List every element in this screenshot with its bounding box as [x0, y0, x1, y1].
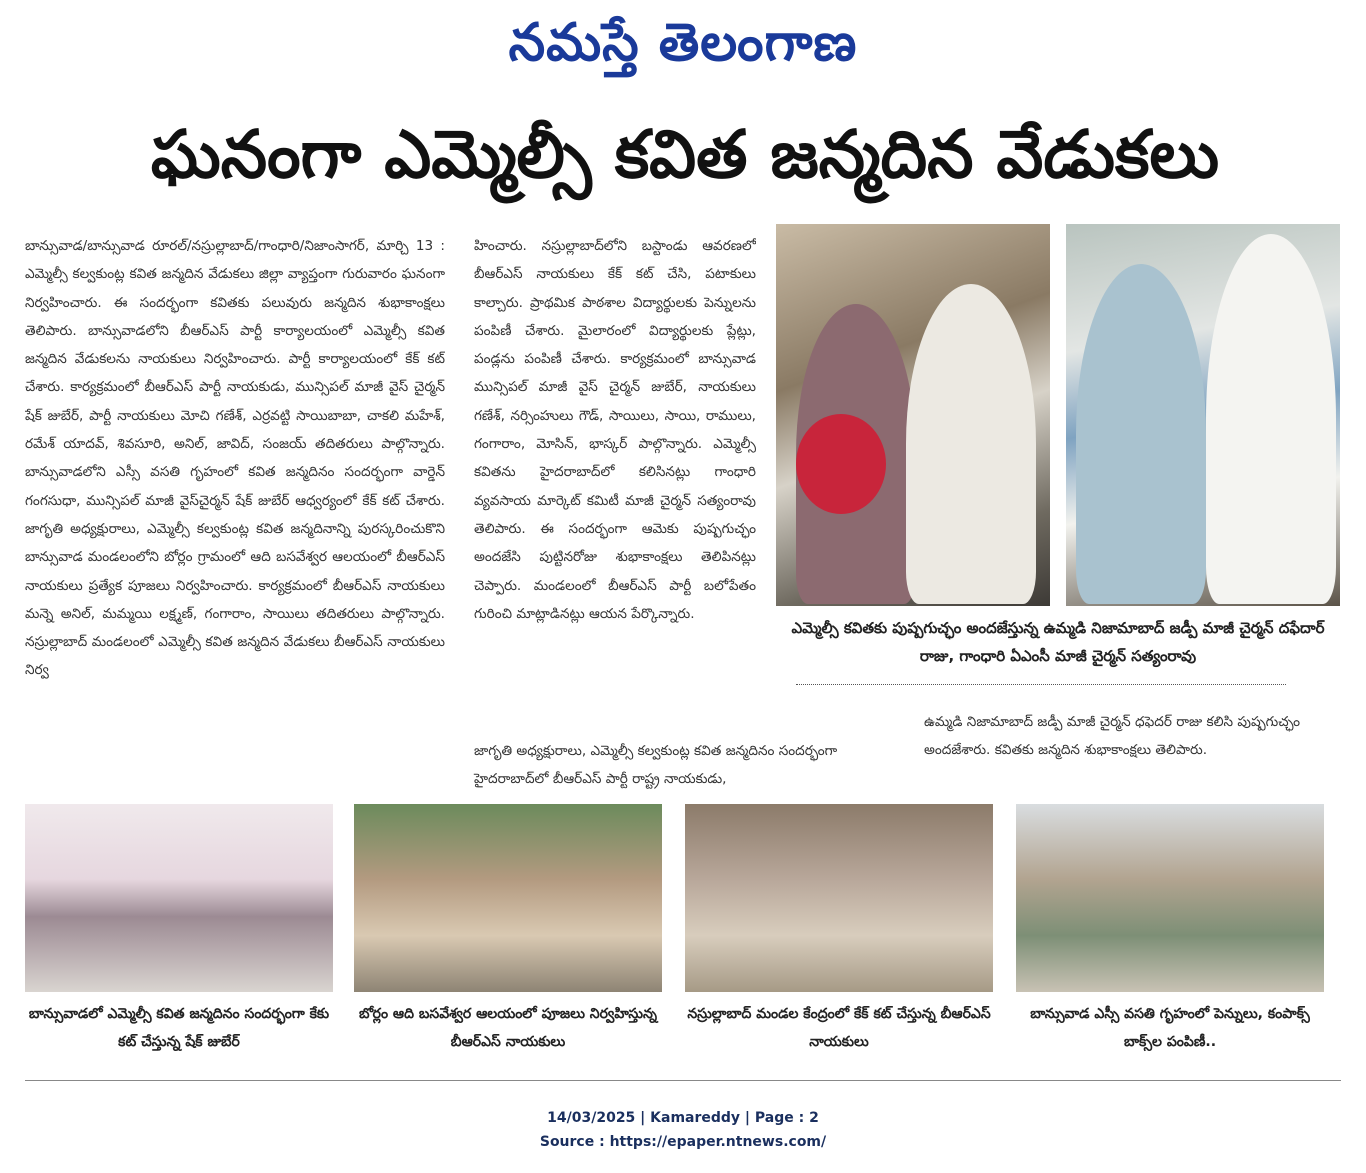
footer-edition-info: 14/03/2025 | Kamareddy | Page : 2 — [547, 1110, 819, 1126]
photo-caption: బోర్లం ఆది బసవేశ్వర ఆలయంలో పూజలు నిర్వహిస్తున్న బీఆర్ఎస్ నాయకులు — [358, 1006, 658, 1050]
masthead — [0, 8, 1366, 78]
photo-caption: బాన్సువాడ ఎస్సీ వసతి గృహంలో పెన్నులు, కంపాక్స్ బాక్స్‌ల పంపిణీ.. — [1030, 1006, 1310, 1050]
photo-caption: బాన్సువాడలో ఎమ్మెల్సీ కవిత జన్మదినం సందర్భంగా కేకు కట్ చేస్తున్న షేక్ జుబేర్ — [28, 1006, 330, 1050]
photo-cake-cutting-office — [25, 804, 333, 992]
article-column-1: బాన్సువాడ/బాన్సువాడ రూరల్/నస్రుల్లాబాద్/గాంధారి/నిజాంసాగర్, మార్చి 13 : ఎమ్మెల్సీ కల్వకుంట్ల కవిత జన్మదిన వేడుకలు జిల్లా వ్యాప్తంగా గురువారం ఘనంగా నిర్వహించారు. ఈ సందర్భంగా కవితకు పలువురు జన్మదిన శుభాకాంక్షలు తెలిపారు. బాన్సువాడలోని బీఆర్ఎస్ పార్టీ కార్యాలయంలో ఎమ్మెల్సీ కవిత జన్మదిన వేడుకలను నాయకులు నిర్వహించారు. పార్టీ కార్యాలయంలో కేక్ కట్ చేశారు. కార్యక్రమంలో బీఆర్ఎస్ పార్టీ నాయకుడు, మున్సిపల్ మాజీ వైస్ చైర్మన్ షేక్ జుబేర్, పార్టీ నాయకులు మోచి గణేశ్, ఎర్రవట్టి సాయిబాబా, చాకలి మహేశ్, రమేశ్ యాదవ్, శివసూరి, అనిల్, జావిద్, సంజయ్ తదితరులు పాల్గొన్నారు. బాన్సువాడలోని ఎస్సీ వసతి గృహంలో కవిత జన్మదినం సందర్భంగా వార్డెన్ గంగసుధా, మున్సిపల్ మాజీ వైస్‌చైర్మన్ షేక్ జుబేర్ ఆధ్వర్యంలో కేక్ కట్ చేశారు. జాగృతి అధ్యక్షురాలు, ఎమ్మెల్సీ కల్వకుంట్ల కవిత జన్మదినాన్ని పురస్కరించుకొని బాన్సువాడ మండలంలోని బోర్లం గ్రామంలో ఆది బసవేశ్వర ఆలయంలో బీఆర్ఎస్ నాయకులు ప్రత్యేక పూజలు నిర్వహించారు. కార్యక్రమంలో బీఆర్ఎస్ నాయకులు మన్నె అనిల్, మమ్మయి లక్ష్మణ్, గంగారాం, సాయిలు తదితరులు పాల్గొన్నారు. నస్రుల్లాబాద్ మండలంలో ఎమ్మెల్సీ కవిత జన్మదిన వేడుకలు బీఆర్ఎస్ నాయకులు నిర్వ — [25, 238, 445, 679]
photo-cake-cutting-mandal — [685, 804, 993, 992]
article-column-2: హించారు. నస్రుల్లాబాద్‌లోని బస్టాండు ఆవరణలో బీఆర్ఎస్ నాయకులు కేక్ కట్ చేసి, పటాకులు కాల్చారు. ప్రాథమిక పాఠశాల విద్యార్థులకు పెన్నులను పంపిణీ చేశారు. మైలారంలో విద్యార్థులకు ప్లేట్లు, పండ్లను పంపిణీ చేశారు. కార్యక్రమంలో బాన్సువాడ మున్సిపల్ మాజీ వైస్ చైర్మన్ జుబేర్, నాయకులు గణేశ్, నర్సింహులు గౌడ్, సాయిలు, సాయి, రాములు, గంగారాం, మోసిన్, భాస్కర్ పాల్గొన్నారు. ఎమ్మెల్సీ కవితను హైదరాబాద్‌లో కలిసినట్లు గాంధారి వ్యవసాయ మార్కెట్ కమిటీ మాజీ చైర్మన్ సత్యంరావు తెలిపారు. ఈ సందర్భంగా ఆమెకు పుష్పగుచ్ఛం అందజేసి పుట్టినరోజు శుభాకాంక్షలు తెలిపినట్లు చెప్పారు. మండలంలో బీఆర్ఎస్ పార్టీ బలోపేతం గురించి మాట్లాడినట్లు ఆయన పేర్కొన్నారు. — [474, 238, 756, 622]
bouquet-shape — [796, 414, 886, 514]
main-photo-caption: ఎమ్మెల్సీ కవితకు పుష్పగుచ్ఛం అందజేస్తున్న ఉమ్మడి నిజామాబాద్ జడ్పీ మాజీ చైర్మన్ దఫేదార్ రాజు, గాంధారి ఏఎంసీ మాజీ చైర్మన్ సత్యంరావు — [791, 619, 1325, 665]
photo-hostel-distribution — [1016, 804, 1324, 992]
photo-figure — [1206, 234, 1336, 604]
article-wide-text: జాగృతి అధ్యక్షురాలు, ఎమ్మెల్సీ కల్వకుంట్ల కవిత జన్మదినం సందర్భంగా హైదరాబాద్‌లో బీఆర్ఎస్ పార్టీ రాష్ట్ర నాయకుడు, — [474, 743, 838, 788]
caption-divider — [796, 684, 1286, 685]
footer-source-link[interactable]: Source : https://epaper.ntnews.com/ — [539, 1134, 827, 1150]
photo-figure — [906, 284, 1036, 604]
article-column-3: ఉమ్మడి నిజామాబాద్ జడ్పీ మాజీ చైర్మన్ ధఫెదర్ రాజు కలిసి పుష్పగుచ్ఛం అందజేశారు. కవితకు జన్మదిన శుభాకాంక్షలు తెలిపారు. — [924, 714, 1300, 759]
newspaper-title: నమస్తే తెలంగాణ — [508, 12, 858, 73]
photo-figure — [1076, 264, 1206, 604]
photo-caption: నస్రుల్లాబాద్ మండల కేంద్రంలో కేక్ కట్ చేస్తున్న బీఆర్ఎస్ నాయకులు — [687, 1006, 991, 1050]
photo-temple-puja — [354, 804, 662, 992]
page-divider — [25, 1080, 1341, 1081]
article-headline: ఘనంగా ఎమ్మెల్సీ కవిత జన్మదిన వేడుకలు — [150, 116, 1220, 193]
main-photo-bouquet — [776, 224, 1050, 606]
main-photo-standing — [1066, 224, 1340, 606]
